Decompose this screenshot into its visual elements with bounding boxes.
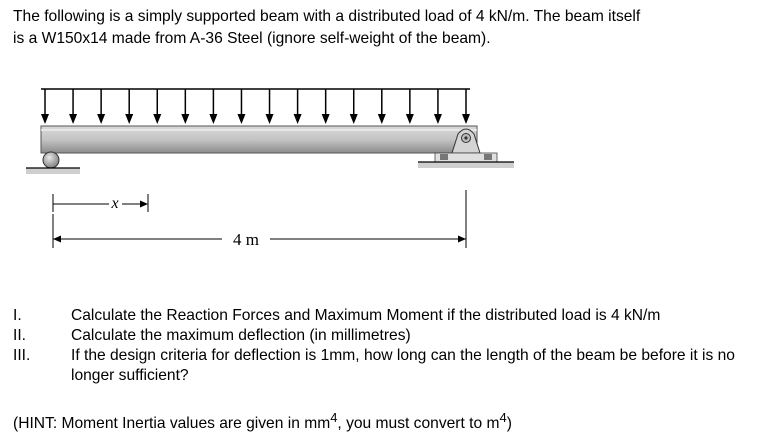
question-3 [13,346,773,386]
load-arrow-head [69,114,77,124]
problem-intro [13,6,773,50]
load-arrow-head [434,114,442,124]
x-label: x [111,195,119,212]
question-2 [13,326,773,346]
distributed-load-arrows [41,89,470,124]
load-arrow-head [322,114,330,124]
hint-suffix: ) [506,415,512,433]
length-label: 4 m [233,230,259,249]
load-arrow-head [462,114,470,124]
load-arrow-head [153,114,161,124]
hint-middle: , you must convert to m [337,415,500,433]
load-arrow-head [378,114,386,124]
intro-line-1: The following is a simply supported beam with a distributed load of 4 kN/m. The beam itself [13,8,641,25]
load-arrow-head [266,114,274,124]
question-text: Calculate the Reaction Forces and Maximum Moment if the distributed load is 4 kN/m [71,307,661,324]
load-arrow-head [350,114,358,124]
intro-line-2: is a W150x14 made from A-36 Steel (ignore self-weight of the beam). [13,30,491,47]
hint [13,407,773,435]
question-number: II. [13,327,26,344]
load-arrow-head [406,114,414,124]
roller-support [26,152,80,174]
load-arrow-head [41,114,49,124]
hint-sup-1: 4 [330,410,338,425]
load-arrow-head [181,114,189,124]
x-dimension [53,194,148,212]
question-number: I. [13,307,22,324]
load-arrow-head [125,114,133,124]
load-arrow-head [237,114,245,124]
hint-prefix: (HINT: Moment Inertia values are given in mm [13,415,331,433]
load-arrow-head [294,114,302,124]
question-list [13,306,773,386]
question-1 [13,306,773,326]
beam-diagram [0,78,520,250]
question-text: If the design criteria for deflection is 1mm, how long can the length of the beam be before it is no longer sufficient? [71,347,735,384]
question-number: III. [13,347,31,364]
question-text: Calculate the maximum deflection (in millimetres) [71,327,411,344]
hint-sup-2: 4 [499,410,507,425]
load-arrow-head [97,114,105,124]
load-arrow-head [209,114,217,124]
